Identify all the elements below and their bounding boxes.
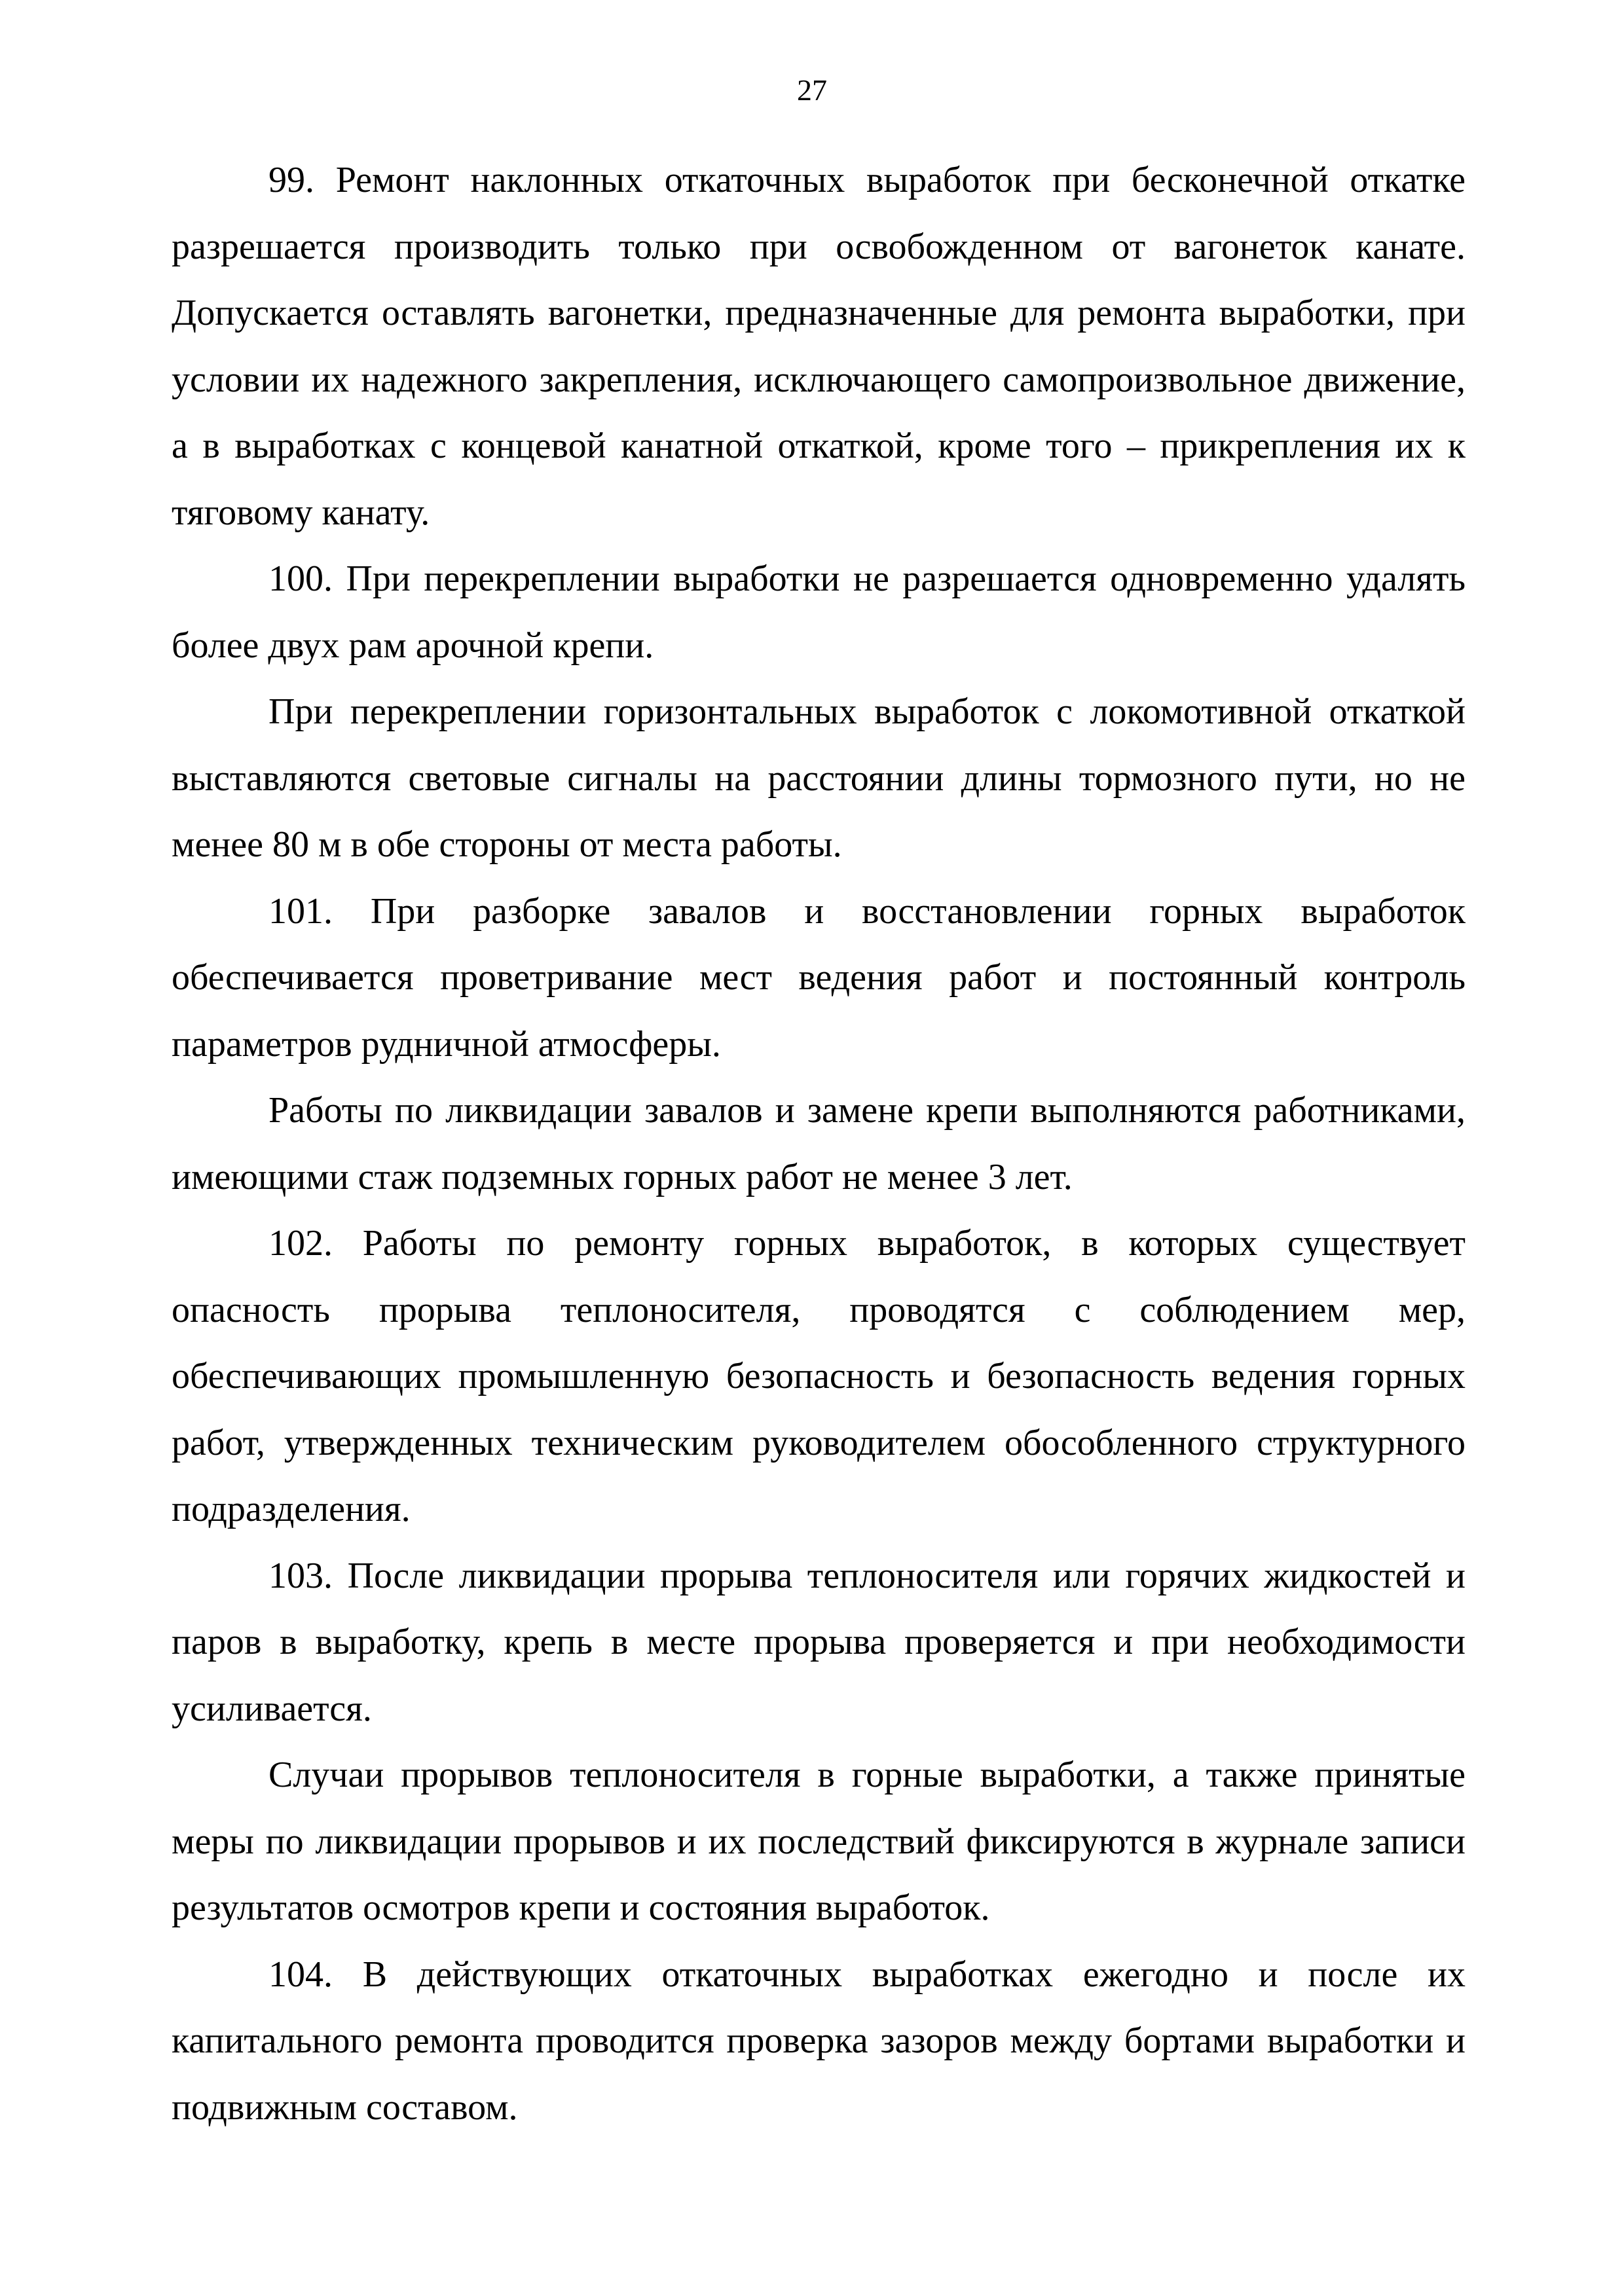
paragraph-100: 100. При перекреплении выработки не разрешается одновременно удалять более двух рам арочной крепи.	[172, 558, 1466, 666]
paragraph-99: 99. Ремонт наклонных откаточных выработок при бесконечной откатке разрешается производить только при освобожденном от вагонеток канате. Допускается оставлять вагонетки, предназначенные для ремонта выработки, при условии их надежного закрепления, исключающего самопроизвольное движение, а в выработках с концевой канатной откаткой, кроме того – прикрепления их к тяговому канату.	[172, 160, 1466, 533]
paragraph-101-cont: Работы по ликвидации завалов и замене крепи выполняются работниками, имеющими стаж подземных горных работ не менее 3 лет.	[172, 1090, 1466, 1197]
paragraph-100-cont: При перекреплении горизонтальных выработок с локомотивной откаткой выставляются световые сигналы на расстоянии длины тормозного пути, но не менее 80 м в обе стороны от места работы.	[172, 691, 1466, 865]
document-body	[172, 147, 1466, 2141]
paragraph-103-cont: Случаи прорывов теплоносителя в горные выработки, а также принятые меры по ликвидации прорывов и их последствий фиксируются в журнале записи результатов осмотров крепи и состояния выработок.	[172, 1755, 1466, 1928]
paragraph-103: 103. После ликвидации прорыва теплоносителя или горячих жидкостей и паров в выработку, крепь в месте прорыва проверяется и при необходимости усиливается.	[172, 1555, 1466, 1729]
paragraph-104: 104. В действующих откаточных выработках ежегодно и после их капитального ремонта проводится проверка зазоров между бортами выработки и подвижным составом.	[172, 1954, 1466, 2128]
page-number: 27	[797, 73, 827, 107]
paragraph-101: 101. При разборке завалов и восстановлении горных выработок обеспечивается проветривание мест ведения работ и постоянный контроль параметров рудничной атмосферы.	[172, 890, 1466, 1065]
paragraph-102: 102. Работы по ремонту горных выработок, в которых существует опасность прорыва теплоносителя, проводятся с соблюдением мер, обеспечивающих промышленную безопасность и безопасность ведения горных работ, утвержденных техническим руководителем обособленного структурного подразделения.	[172, 1223, 1466, 1529]
